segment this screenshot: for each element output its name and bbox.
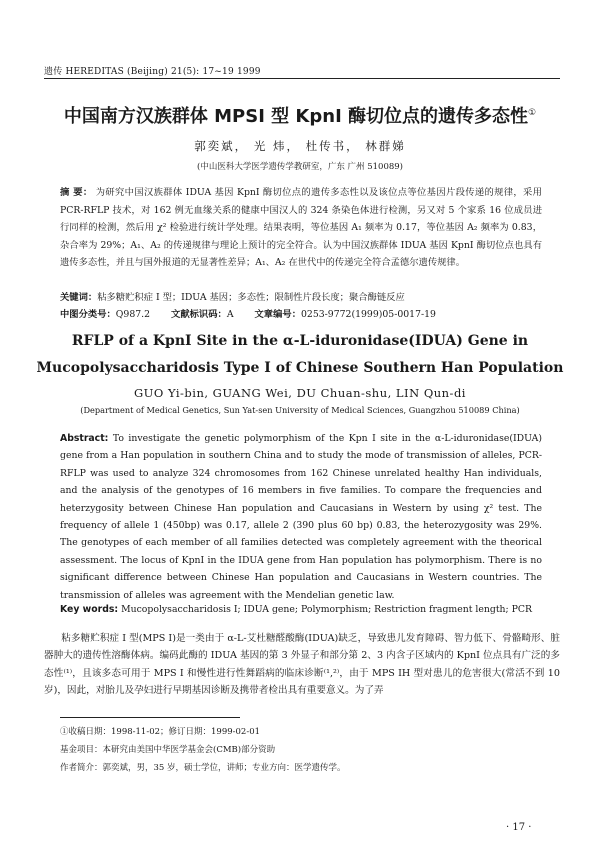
chinese-authors: 郭奕斌， 光 炜， 杜传书， 林群娣 bbox=[194, 139, 406, 153]
english-keywords-text: Mucopolysaccharidosis I; IDUA gene; Polymorphism; Restriction fragment length; PCR bbox=[121, 604, 533, 615]
english-affiliation: (Department of Medical Genetics, Sun Yat-sen University of Medical Sciences, Guangzhou 510089 China) bbox=[80, 405, 520, 415]
page-number: · 17 · bbox=[506, 822, 532, 833]
english-abstract-text: To investigate the genetic polymorphism of the Kpn I site in the α-L-iduronidase(IDUA) gene from a Han population in southern China and to study the mode of transmission of alleles, PCR-RFLP was used to analyze 324 chromosomes from 162 Chinese unrelated healthy Han individuals, and the analysis of the genotypes of 16 members in five families. To compare the frequencies and heterzygosity between Chinese Han population and Caucasians in Western by using χ² test. The frequency of allele 1 (450bp) was 0.17, allele 2 (390 plus 60 bp) 0.83, the heterozygosity was 29%. The genotypes of each member of all families detected was completely agreement with the theorical assessment. The locus of KpnI in the IDUA gene from Han population has polymorphism. There is no significant difference between Chinese Han population and Caucasians in Western countries. The transmission of alleles was agreement with the Mendelian genetic law. bbox=[60, 433, 542, 601]
title-footnote-mark: ① bbox=[528, 108, 537, 118]
article-number-label: 文章编号： bbox=[254, 309, 301, 320]
class-number-label: 中图分类号： bbox=[60, 309, 116, 320]
chinese-abstract bbox=[60, 184, 542, 272]
chinese-abstract-label: 摘 要： bbox=[60, 187, 93, 198]
journal-header: 遗传 HEREDITAS (Beijing) 21(5): 17~19 1999 bbox=[44, 67, 261, 77]
chinese-title-text: 中国南方汉族群体 MPSI 型 KpnI 酶切位点的遗传多态性 bbox=[63, 106, 529, 127]
english-keywords-label: Key words: bbox=[60, 604, 119, 615]
chinese-affiliation: (中山医科大学医学遗传学教研室，广东 广州 510089) bbox=[197, 162, 403, 172]
english-title bbox=[0, 328, 600, 382]
english-abstract bbox=[60, 430, 542, 604]
body-paragraph: 粘多糖贮积症 I 型(MPS I)是一类由于 α-L-艾杜糖醛酸酶(IDUA)缺乏，导致患儿发育障碍、智力低下、骨骼畸形、脏器肿大的遗传性溶酶体病。编码此酶的 IDUA 基因的第 3 外显子和部分第 2、3 内含子区域内的 KpnI 位点具有广泛的多态性⁽¹⁾，且该多态可用于 MPS I 和慢性进行性舞蹈病的临床诊断⁽¹,²⁾，由于 MPS IH 型对患儿的危害很大(常活不到 10 岁)，因此，对胎儿及孕妇进行早期基因诊断及携带者检出具有重要意义。为了弄 bbox=[44, 633, 560, 697]
footnote-author: 作者简介：郭奕斌，男，35 岁，硕士学位，讲师；专业方向：医学遗传学。 bbox=[60, 763, 346, 773]
footnote-fund: 基金项目：本研究由美国中华医学基金会(CMB)部分资助 bbox=[60, 745, 276, 755]
classification-line bbox=[60, 306, 542, 320]
english-authors: GUO Yi-bin, GUANG Wei, DU Chuan-shu, LIN Qun-di bbox=[133, 386, 466, 400]
english-keywords bbox=[60, 604, 542, 615]
chinese-abstract-text: 为研究中国汉族群体 IDUA 基因 KpnI 酶切位点的遗传多态性以及该位点等位基因片段传递的规律，采用 PCR-RFLP 技术，对 162 例无血缘关系的健康中国汉人的 324 条染色体进行检测，另又对 5 个家系 16 位成员进行同样的检测，然后用 χ² 检验进行统计学处理。结果表明，等位基因 A₁ 频率为 0.17，等位基因 A₂ 频率为 0.83，杂合率为 29%；A₁、A₂ 的传递规律与理论上预计的完全符合。认为中国汉族群体 IDUA 基因 KpnI 酶切位点也具有遗传多态性，并且与国外报道的无显著性差异；A₁、A₂ 在世代中的传递完全符合孟德尔遗传规律。 bbox=[60, 187, 542, 269]
english-abstract-label: Abstract: bbox=[60, 433, 109, 444]
english-title-line-1: RFLP of a KpnI Site in the α-L-iduronidase(IDUA) Gene in bbox=[71, 333, 529, 349]
chinese-keywords-text: 粘多糖贮积症 I 型；IDUA 基因；多态性；限制性片段长度；聚合酶链反应 bbox=[97, 292, 405, 303]
chinese-title bbox=[0, 102, 600, 128]
class-number: Q987.2 bbox=[115, 309, 151, 320]
english-title-line-2: Mucopolysaccharidosis Type I of Chinese Southern Han Population bbox=[36, 360, 564, 376]
doc-code: A bbox=[226, 309, 234, 320]
header-rule bbox=[44, 78, 560, 79]
article-number: 0253-9772(1999)05-0017-19 bbox=[301, 309, 436, 320]
footnote-rule bbox=[60, 717, 240, 718]
doc-code-label: 文献标识码： bbox=[171, 309, 227, 320]
chinese-keywords bbox=[60, 289, 542, 303]
footnote-received: ①收稿日期：1998-11-02；修订日期：1999-02-01 bbox=[60, 727, 261, 737]
chinese-keywords-label: 关键词： bbox=[60, 292, 98, 303]
